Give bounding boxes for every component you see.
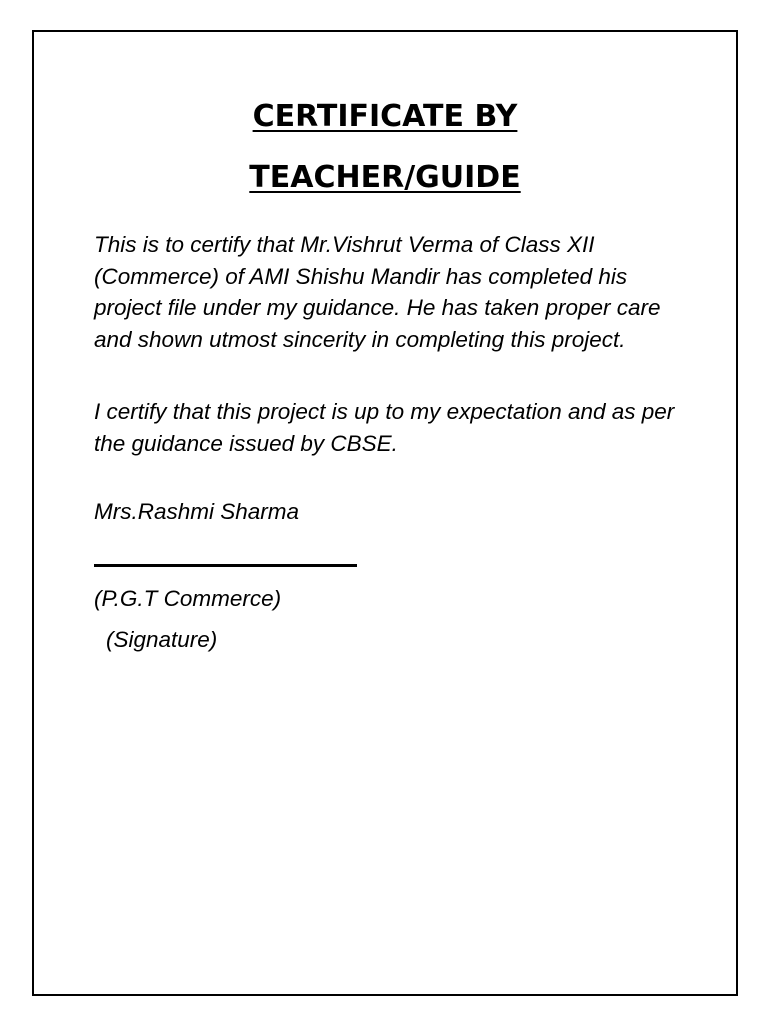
signature-line xyxy=(94,564,357,567)
teacher-name: Mrs.Rashmi Sharma xyxy=(94,499,300,524)
signature-label: (Signature) xyxy=(106,627,218,652)
certification-paragraph: This is to certify that Mr.Vishrut Verma of Class XII (Commerce) of AMI Shishu Mandir has completed his project file under my guidance. He has taken proper care and shown utmost sincerity in completing this project. xyxy=(94,232,661,352)
teacher-designation: (P.G.T Commerce) xyxy=(94,586,282,611)
certificate-title xyxy=(34,86,736,208)
title-line-2: TEACHER/GUIDE xyxy=(249,160,521,195)
expectation-paragraph: I certify that this project is up to my expectation and as per the guidance issued by CBSE. xyxy=(94,399,675,456)
certificate-page xyxy=(32,30,738,996)
title-line-1: CERTIFICATE BY xyxy=(252,99,518,134)
